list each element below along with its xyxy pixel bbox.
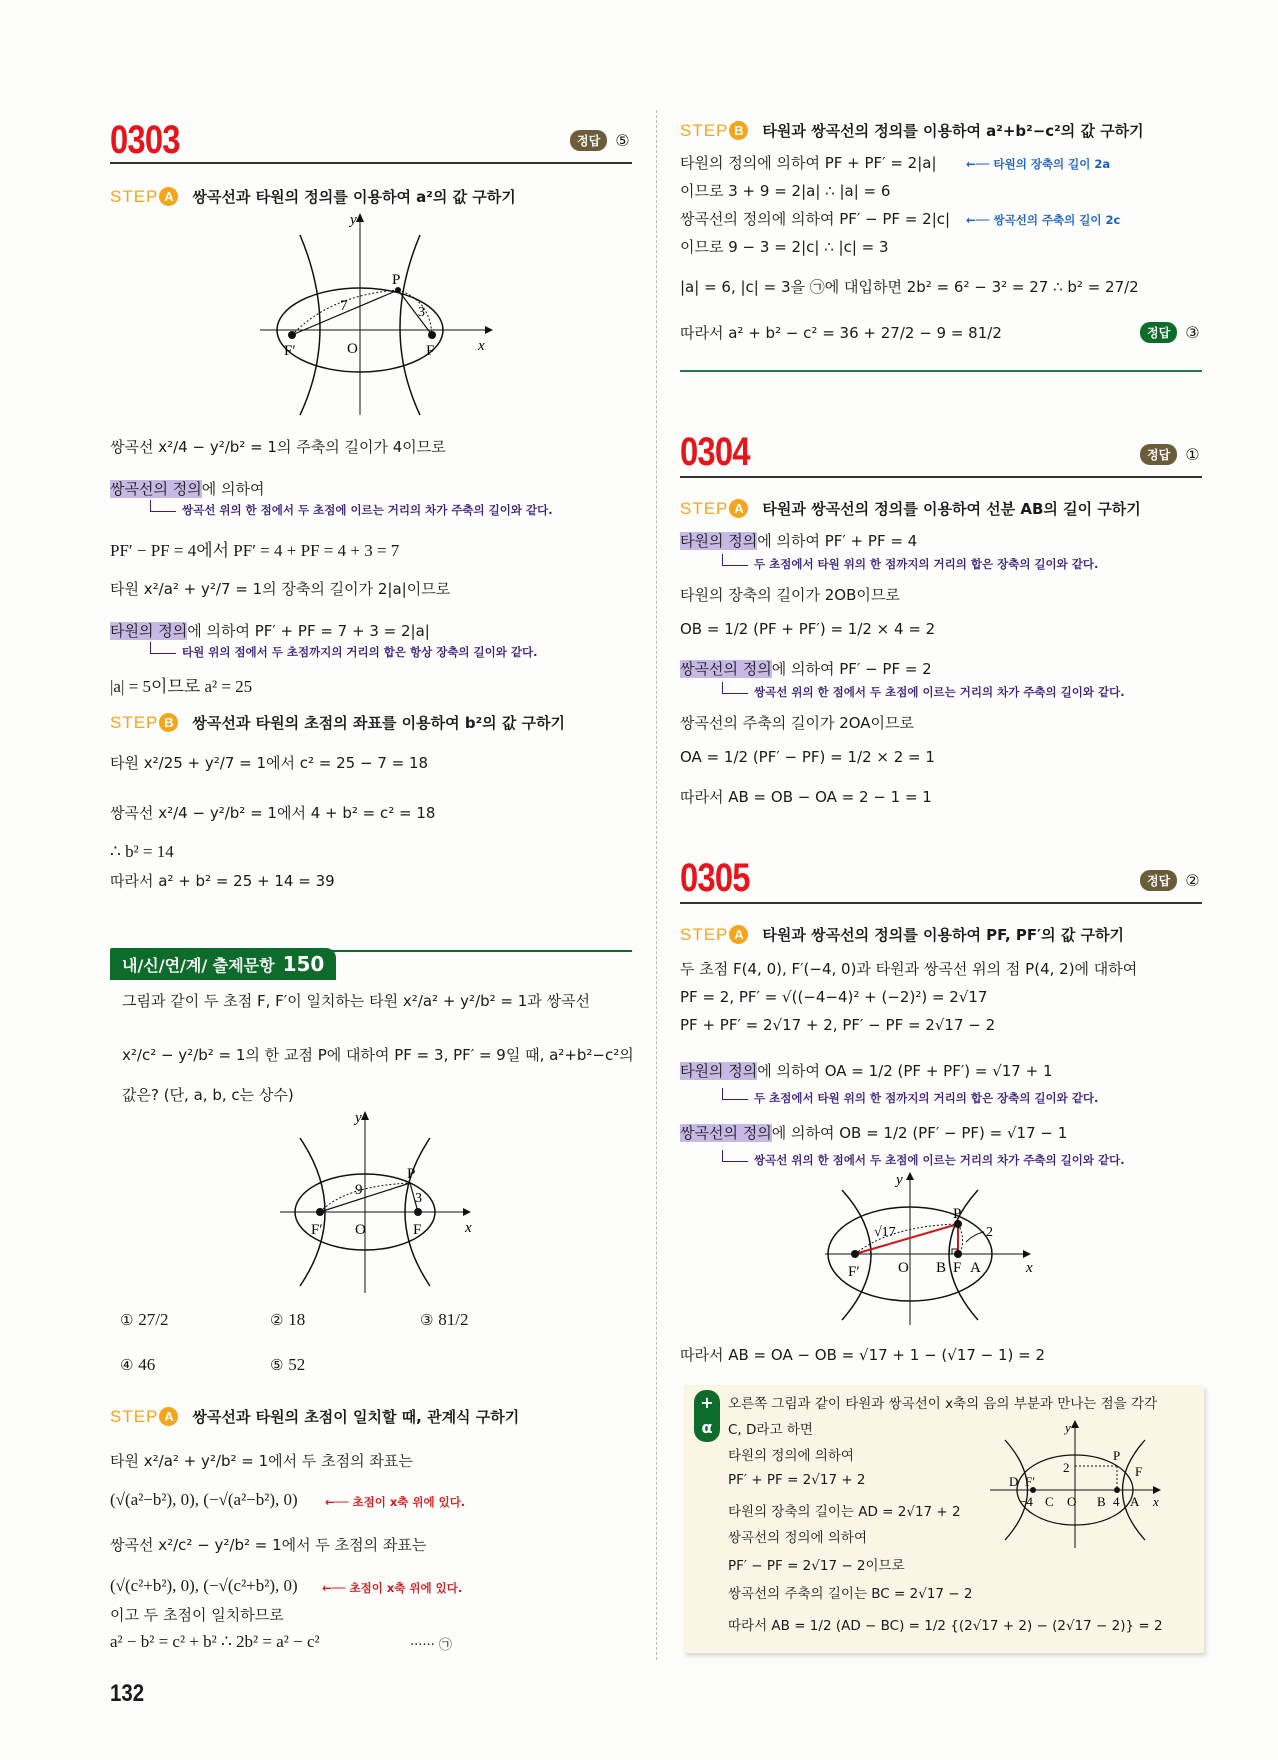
svg-text:F: F <box>953 1260 962 1276</box>
step-title: 쌍곡선과 타원의 초점이 일치할 때, 관계식 구하기 <box>192 1408 520 1426</box>
callout-note <box>722 1088 1098 1106</box>
svg-text:B: B <box>936 1260 947 1276</box>
linked-problem-banner <box>110 948 336 980</box>
banner-box <box>110 948 336 980</box>
equation-line: 따라서 AB = OA − OB = √17 + 1 − (√17 − 1) = 2 <box>680 1346 1046 1364</box>
highlight-ellipse-definition: 타원의 정의 <box>110 622 188 640</box>
text-fragment: 에 의하여 PF′ + PF = 4 <box>757 532 918 550</box>
step-label: STEP <box>680 120 729 140</box>
step-title: 타원과 쌍곡선의 정의를 이용하여 PF, PF′의 값 구하기 <box>762 926 1124 944</box>
text-fragment: 에 의하여 <box>201 480 265 498</box>
answer-0304 <box>1140 444 1200 465</box>
svg-text:O: O <box>347 341 358 357</box>
header-rule <box>680 902 1202 904</box>
answer-badge: 정답 <box>1140 322 1177 343</box>
equation-line: 따라서 AB = OB − OA = 2 − 1 = 1 <box>680 788 932 806</box>
equation-line: 타원 x²/a² + y²/7 = 1의 장축의 길이가 2|a|이므로 <box>110 580 451 598</box>
svg-text:F′: F′ <box>1025 1474 1036 1489</box>
svg-text:F: F <box>413 1222 422 1238</box>
callout-note <box>722 682 1125 700</box>
step-a-0304 <box>680 498 1141 519</box>
red-callout <box>322 1580 462 1596</box>
text-line <box>680 530 917 551</box>
step-title: 타원과 쌍곡선의 정의를 이용하여 선분 AB의 길이 구하기 <box>762 500 1141 518</box>
tip-line: C, D라고 하면 <box>728 1422 813 1438</box>
choice-4[interactable] <box>120 1355 155 1375</box>
tip-line: PF′ − PF = 2√17 − 2이므로 <box>728 1558 905 1574</box>
svg-text:3: 3 <box>415 1191 422 1206</box>
callout-note <box>150 642 537 660</box>
note-text: 두 초점에서 타원 위의 한 점까지의 거리의 합은 장축의 길이와 같다. <box>754 557 1099 571</box>
arrow-left-icon: ←── <box>325 1495 353 1509</box>
arrow-up-icon <box>722 1150 748 1162</box>
choice-value: 46 <box>138 1355 156 1374</box>
equation-line: ∴ b² = 14 <box>110 842 174 861</box>
highlight-hyperbola-definition: 쌍곡선의 정의 <box>680 1124 772 1142</box>
equation-line: 쌍곡선 x²/c² − y²/b² = 1에서 두 초점의 좌표는 <box>110 1536 427 1554</box>
step-label: STEP <box>110 186 159 206</box>
answer-linked <box>1140 322 1200 343</box>
highlight-ellipse-definition: 타원의 정의 <box>680 1062 758 1080</box>
svg-text:A: A <box>1130 1494 1140 1509</box>
svg-text:O: O <box>898 1260 909 1276</box>
equation-line: PF = 2, PF′ = √((−4−4)² + (−2)²) = 2√17 <box>680 988 988 1006</box>
svg-text:F′: F′ <box>284 343 296 359</box>
text-line: |a| = 6, |c| = 3을 ㉠에 대입하면 2b² = 6² − 3² = 27 ∴ b² = 27/2 <box>680 278 1139 296</box>
note-text: 쌍곡선 위의 한 점에서 두 초점에 이르는 거리의 차가 주축의 길이와 같다. <box>182 503 553 517</box>
choice-2[interactable] <box>270 1310 305 1330</box>
note-text: 초점이 x축 위에 있다. <box>352 1495 466 1509</box>
answer-badge: 정답 <box>1140 444 1177 465</box>
arrow-up-icon <box>722 682 748 694</box>
step-title: 쌍곡선과 타원의 정의를 이용하여 a²의 값 구하기 <box>192 188 516 206</box>
problem-number-0304: 0304 <box>680 430 750 474</box>
answer-value: ② <box>1185 871 1200 890</box>
tip-diagram <box>985 1420 1165 1550</box>
callout-note <box>722 554 1098 572</box>
choice-mark: ① <box>120 1311 134 1329</box>
equation-line: a² − b² = c² + b² ∴ 2b² = a² − c² <box>110 1632 320 1651</box>
svg-text:P: P <box>1113 1448 1121 1463</box>
answer-badge: 정답 <box>1140 870 1177 891</box>
svg-text:P: P <box>392 272 401 288</box>
text-line <box>110 478 264 499</box>
svg-text:y: y <box>896 1172 903 1188</box>
equation-tag: ······ ㉠ <box>410 1638 452 1653</box>
svg-text:P: P <box>407 1166 416 1182</box>
step-label: STEP <box>110 1406 159 1426</box>
choice-3[interactable] <box>420 1310 468 1330</box>
text-line: 두 초점 F(4, 0), F′(−4, 0)과 타원과 쌍곡선 위의 점 P(4, 2)에 대하여 <box>680 960 1138 978</box>
svg-text:P: P <box>953 1206 962 1222</box>
note-text: 타원 위의 점에서 두 초점까지의 거리의 합은 항상 장축의 길이와 같다. <box>182 645 538 659</box>
choice-mark: ② <box>270 1311 284 1329</box>
svg-text:−4: −4 <box>1019 1494 1033 1509</box>
equation-line: PF + PF′ = 2√17 + 2, PF′ − PF = 2√17 − 2 <box>680 1016 996 1034</box>
highlight-ellipse-definition: 타원의 정의 <box>680 532 758 550</box>
svg-text:F: F <box>426 343 435 359</box>
equation-line: (√(a²−b²), 0), (−√(a²−b²), 0) <box>110 1490 298 1509</box>
answer-0305 <box>1140 870 1200 891</box>
header-rule <box>680 476 1202 478</box>
choice-5[interactable] <box>270 1355 305 1375</box>
choice-value: 18 <box>288 1310 306 1329</box>
choice-value: 27/2 <box>138 1310 169 1329</box>
text-line <box>680 658 932 679</box>
ellipse-hyperbola-diagram-0303 <box>260 210 500 420</box>
blue-callout <box>966 156 1110 172</box>
svg-text:3: 3 <box>418 305 425 320</box>
step-letter-icon: B <box>159 713 178 732</box>
step-letter-icon: A <box>729 925 748 944</box>
text-fragment: 에 의하여 PF′ − PF = 2 <box>771 660 932 678</box>
svg-text:2: 2 <box>986 1225 993 1240</box>
svg-text:B: B <box>1097 1494 1106 1509</box>
equation-line: (√(c²+b²), 0), (−√(c²+b²), 0) <box>110 1576 298 1595</box>
svg-text:x: x <box>1153 1494 1159 1509</box>
answer-badge: 정답 <box>570 130 607 151</box>
plus-alpha-icon <box>694 1390 720 1442</box>
highlight-hyperbola-definition: 쌍곡선의 정의 <box>110 480 202 498</box>
alpha-icon: α <box>701 1418 713 1437</box>
choice-value: 81/2 <box>438 1310 469 1329</box>
equation-line: 타원 x²/25 + y²/7 = 1에서 c² = 25 − 7 = 18 <box>110 754 429 772</box>
text-line <box>680 1060 1053 1081</box>
text-fragment: 에 의하여 PF′ + PF = 7 + 3 = 2|a| <box>187 622 430 640</box>
tip-line: 타원의 정의에 의하여 <box>728 1448 854 1464</box>
svg-text:F′: F′ <box>311 1222 323 1238</box>
choice-value: 52 <box>288 1355 306 1374</box>
note-text: 쌍곡선의 주축의 길이 2c <box>993 213 1121 227</box>
text-line <box>680 1122 1067 1143</box>
ellipse-hyperbola-diagram-0305 <box>810 1170 1070 1330</box>
red-callout <box>325 1494 465 1510</box>
note-text: 두 초점에서 타원 위의 한 점까지의 거리의 합은 장축의 길이와 같다. <box>754 1091 1099 1105</box>
column-divider <box>656 110 657 1660</box>
svg-text:F: F <box>1135 1464 1143 1479</box>
tip-line: 오른쪽 그림과 같이 타원과 쌍곡선이 x축의 음의 부분과 만나는 점을 각각 <box>728 1396 1158 1412</box>
step-letter-icon: A <box>159 187 178 206</box>
svg-text:A: A <box>970 1260 981 1276</box>
step-a-0303 <box>110 186 516 207</box>
arrow-left-icon: ←── <box>966 213 994 227</box>
highlight-hyperbola-definition: 쌍곡선의 정의 <box>680 660 772 678</box>
text-line: 쌍곡선의 정의에 의하여 PF′ − PF = 2|c| <box>680 210 951 228</box>
step-label: STEP <box>680 924 729 944</box>
text-line: 이므로 9 − 3 = 2|c| ∴ |c| = 3 <box>680 238 889 256</box>
equation-line: 따라서 a² + b² = 25 + 14 = 39 <box>110 872 335 890</box>
svg-text:x: x <box>478 338 485 354</box>
banner-number: 150 <box>282 952 325 976</box>
step-title: 쌍곡선과 타원의 초점의 좌표를 이용하여 b²의 값 구하기 <box>192 714 566 732</box>
text-line: 이므로 3 + 9 = 2|a| ∴ |a| = 6 <box>680 182 891 200</box>
question-line: 값은? (단, a, b, c는 상수) <box>122 1086 294 1104</box>
step-letter-icon: A <box>729 499 748 518</box>
step-a-linked <box>110 1406 519 1427</box>
text-line: 쌍곡선의 주축의 길이가 2OA이므로 <box>680 714 915 732</box>
note-text: 쌍곡선 위의 한 점에서 두 초점에 이르는 거리의 차가 주축의 길이와 같다. <box>754 1153 1125 1167</box>
svg-text:x: x <box>1026 1260 1033 1276</box>
equation-line: OA = 1/2 (PF′ − PF) = 1/2 × 2 = 1 <box>680 748 935 766</box>
tip-line: PF′ + PF = 2√17 + 2 <box>728 1472 866 1488</box>
svg-text:F′: F′ <box>848 1264 860 1280</box>
banner-rule <box>330 950 632 952</box>
step-title: 타원과 쌍곡선의 정의를 이용하여 a²+b²−c²의 값 구하기 <box>762 122 1144 140</box>
answer-0303 <box>570 130 630 151</box>
svg-text:D: D <box>1009 1474 1019 1489</box>
tip-line: 쌍곡선의 주축의 길이는 BC = 2√17 − 2 <box>728 1586 973 1602</box>
step-b-0303 <box>110 712 565 733</box>
text-line: 따라서 a² + b² − c² = 36 + 27/2 − 9 = 81/2 <box>680 324 1002 342</box>
svg-text:√17: √17 <box>874 1225 896 1240</box>
text-fragment: 에 의하여 OA = 1/2 (PF + PF′) = √17 + 1 <box>757 1062 1053 1080</box>
text-line: 쌍곡선 x²/4 − y²/b² = 1의 주축의 길이가 4이므로 <box>110 438 446 456</box>
svg-text:C: C <box>1045 1494 1054 1509</box>
equation-line: 쌍곡선 x²/4 − y²/b² = 1에서 4 + b² = c² = 18 <box>110 804 436 822</box>
header-rule <box>110 162 632 164</box>
step-label: STEP <box>110 712 159 732</box>
plus-icon: + <box>700 1393 714 1412</box>
arrow-up-icon <box>150 642 176 654</box>
svg-text:y: y <box>355 1110 362 1126</box>
svg-text:y: y <box>1065 1420 1071 1435</box>
arrow-left-icon: ←── <box>966 157 994 171</box>
equation-line: 타원 x²/a² + y²/b² = 1에서 두 초점의 좌표는 <box>110 1452 413 1470</box>
svg-text:9: 9 <box>355 1182 363 1198</box>
choice-mark: ④ <box>120 1356 134 1374</box>
note-text: 타원의 장축의 길이 2a <box>993 157 1111 171</box>
arrow-up-icon <box>722 554 748 566</box>
svg-text:4: 4 <box>1113 1494 1120 1509</box>
step-a-0305 <box>680 924 1124 945</box>
choice-mark: ③ <box>420 1311 434 1329</box>
text-line: 타원의 장축의 길이가 2OB이므로 <box>680 586 900 604</box>
tip-line: 따라서 AB = 1/2 (AD − BC) = 1/2 {(2√17 + 2) − (2√17 − 2)} = 2 <box>728 1618 1163 1634</box>
text-fragment: 에 의하여 OB = 1/2 (PF′ − PF) = √17 − 1 <box>771 1124 1068 1142</box>
arrow-up-icon <box>722 1088 748 1100</box>
step-b-linked <box>680 120 1144 141</box>
svg-text:2: 2 <box>1063 1460 1070 1475</box>
tip-line: 쌍곡선의 정의에 의하여 <box>728 1530 867 1546</box>
text-line: 이고 두 초점이 일치하므로 <box>110 1606 284 1624</box>
text-line: 타원의 정의에 의하여 PF + PF′ = 2|a| <box>680 154 937 172</box>
question-line: 그림과 같이 두 초점 F, F′이 일치하는 타원 x²/a² + y²/b² = 1과 쌍곡선 <box>122 992 591 1010</box>
banner-label: 내/신/연/계/ 출제문항 <box>122 956 275 975</box>
equation-line: PF′ − PF = 4에서 PF′ = 4 + PF = 4 + 3 = 7 <box>110 541 400 560</box>
problem-number-0303: 0303 <box>110 118 180 162</box>
callout-note <box>150 500 553 518</box>
text-line <box>110 620 430 641</box>
step-label: STEP <box>680 498 729 518</box>
page-number: 132 <box>110 1680 145 1707</box>
choice-mark: ⑤ <box>270 1356 284 1374</box>
step-letter-icon: B <box>729 121 748 140</box>
step-letter-icon: A <box>159 1407 178 1426</box>
answer-value: ⑤ <box>615 131 630 150</box>
tip-line: 타원의 장축의 길이는 AD = 2√17 + 2 <box>728 1504 961 1520</box>
question-line: x²/c² − y²/b² = 1의 한 교점 P에 대하여 PF = 3, PF′ = 9일 때, a²+b²−c²의 <box>122 1046 634 1064</box>
callout-note <box>722 1150 1125 1168</box>
problem-number-0305: 0305 <box>680 856 750 900</box>
svg-text:y: y <box>350 212 357 228</box>
arrow-left-icon: ←── <box>322 1581 350 1595</box>
choice-1[interactable] <box>120 1310 168 1330</box>
equation-line: OB = 1/2 (PF + PF′) = 1/2 × 4 = 2 <box>680 620 936 638</box>
note-text: 쌍곡선 위의 한 점에서 두 초점에 이르는 거리의 차가 주축의 길이와 같다. <box>754 685 1125 699</box>
ellipse-hyperbola-diagram-linked <box>275 1108 485 1298</box>
answer-value: ① <box>1185 445 1200 464</box>
blue-callout <box>966 212 1120 228</box>
arrow-up-icon <box>150 500 176 512</box>
svg-text:O: O <box>1067 1494 1077 1509</box>
svg-text:x: x <box>465 1220 472 1236</box>
svg-text:7: 7 <box>340 298 348 314</box>
answer-value: ③ <box>1185 323 1200 342</box>
equation-line: |a| = 5이므로 a² = 25 <box>110 677 253 696</box>
section-rule <box>680 370 1202 372</box>
note-text: 초점이 x축 위에 있다. <box>349 1581 463 1595</box>
svg-text:O: O <box>355 1222 366 1238</box>
